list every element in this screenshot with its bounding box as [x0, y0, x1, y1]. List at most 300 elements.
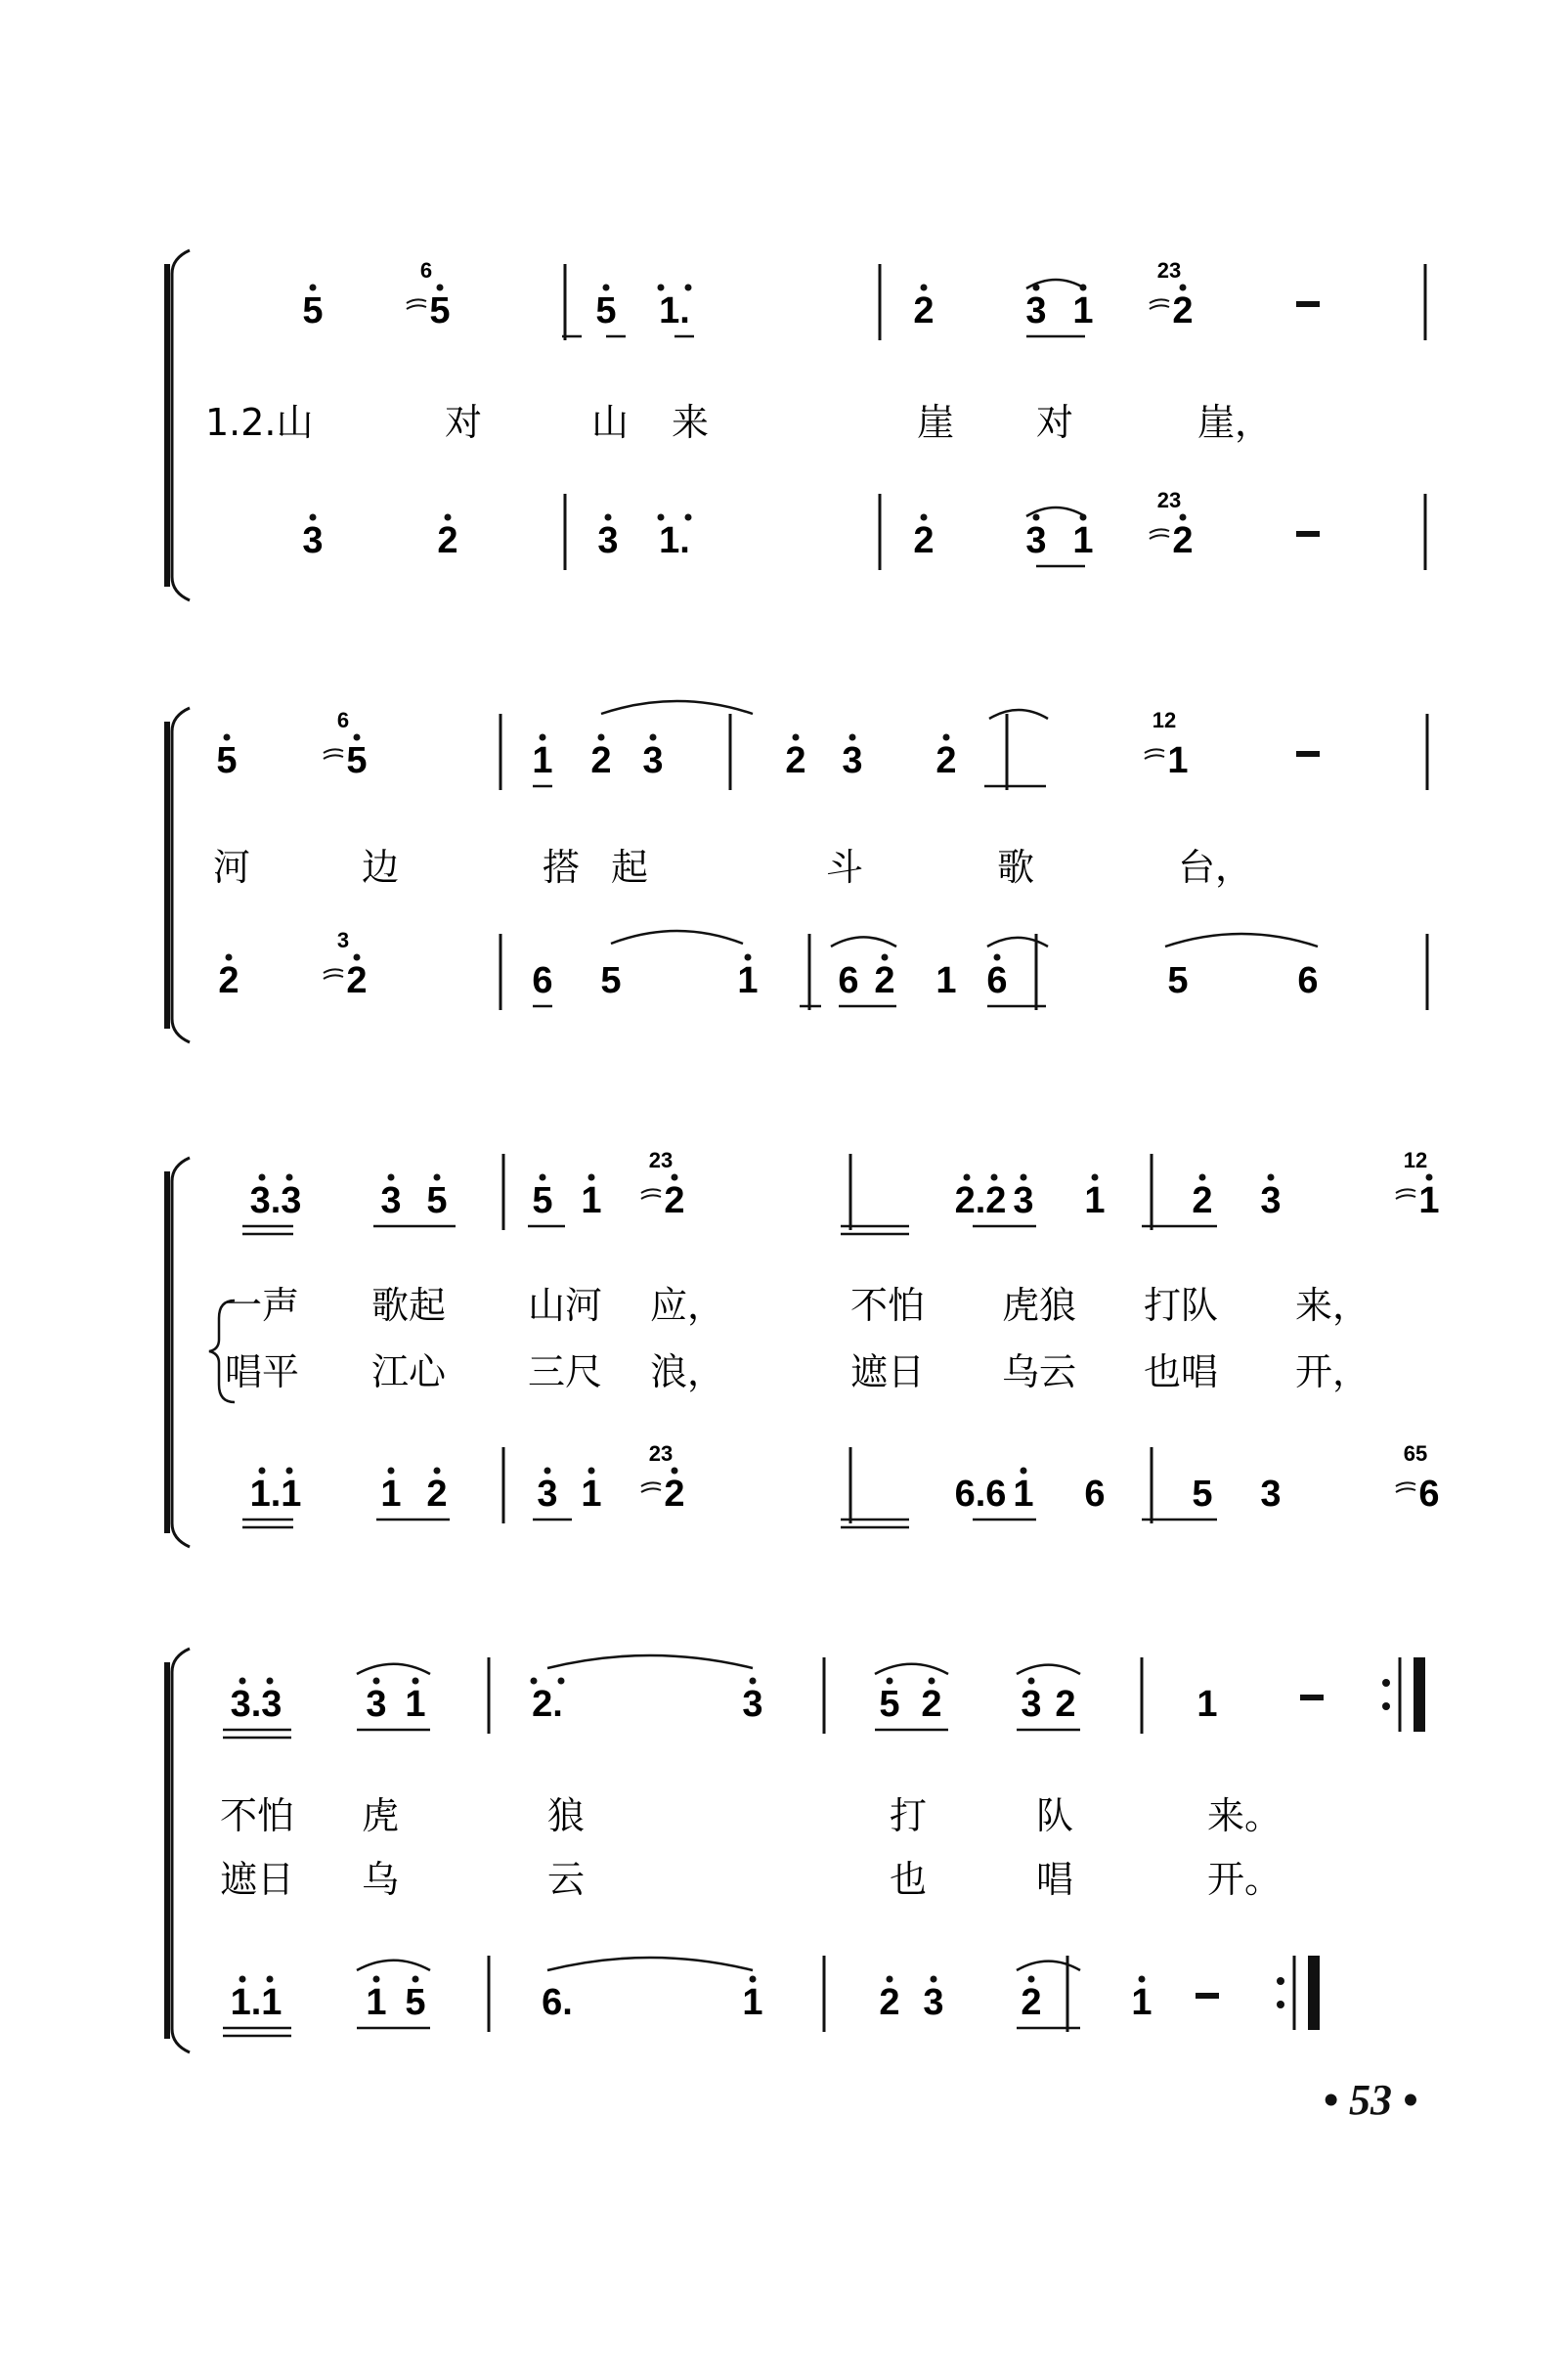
note — [1025, 514, 1046, 562]
lyric-word: 对 — [1036, 401, 1074, 444]
octave-dot — [921, 514, 928, 521]
octave-dot — [793, 734, 800, 741]
note — [842, 734, 862, 782]
slur — [1017, 1665, 1080, 1674]
slur — [831, 937, 896, 947]
grace-stroke — [1150, 299, 1169, 309]
note-digit: 6 — [1084, 1474, 1106, 1515]
grace-note: 23 — [648, 1441, 674, 1466]
note — [1150, 258, 1194, 331]
octave-dot — [750, 1678, 757, 1685]
note-digit: 1 — [581, 1180, 602, 1221]
note — [986, 954, 1007, 1002]
octave-dot — [1092, 1174, 1099, 1181]
lyric-word: 来 — [672, 401, 710, 444]
note — [838, 960, 858, 1001]
lyric-word: 崖， — [1197, 401, 1273, 444]
note — [1084, 1174, 1105, 1222]
note-digit: 3 — [742, 1684, 763, 1725]
grace-stroke — [641, 1482, 661, 1492]
octave-dot — [994, 954, 1001, 961]
note — [302, 514, 323, 562]
note — [1084, 1474, 1105, 1515]
note-digit: 6 — [986, 960, 1008, 1001]
note — [302, 285, 323, 332]
note — [581, 1468, 601, 1516]
lyric-word: 虎 — [362, 1794, 400, 1837]
octave-dot — [259, 1174, 266, 1181]
note — [542, 1982, 573, 2023]
final-barline — [1308, 1956, 1320, 2030]
grace-stroke — [641, 1189, 661, 1199]
lyric-word: 开， — [1295, 1350, 1370, 1393]
system-bracket — [172, 250, 190, 600]
note — [1196, 1993, 1219, 1999]
note — [1260, 1174, 1281, 1222]
note-digit: 3 — [1025, 520, 1047, 561]
octave-dot — [558, 1678, 565, 1685]
note-digit: 6 — [1418, 1474, 1440, 1515]
note — [1296, 301, 1320, 307]
grace-note: 12 — [1403, 1148, 1428, 1172]
note-digit: 1 — [1167, 740, 1189, 781]
grace-note: 23 — [1156, 488, 1182, 512]
note — [1196, 1684, 1217, 1725]
octave-dot — [1028, 1976, 1035, 1983]
note-digit: 2.2 — [954, 1180, 1007, 1221]
note — [641, 1148, 685, 1221]
note-digit: 3 — [842, 740, 863, 781]
grace-note: 23 — [1156, 258, 1182, 283]
octave-dot — [745, 954, 752, 961]
barlines — [489, 264, 1427, 2032]
note — [921, 1678, 941, 1726]
octave-dot — [310, 514, 317, 521]
system-bracket — [172, 1649, 190, 2052]
lyric-word: 不怕 — [850, 1284, 926, 1327]
slur — [1017, 1961, 1080, 1970]
note — [426, 1468, 447, 1516]
lyric-word: 台， — [1178, 846, 1253, 889]
system-bracket-bar — [164, 1171, 170, 1533]
note — [537, 1468, 557, 1516]
octave-dot — [540, 734, 546, 741]
note — [913, 514, 934, 562]
note-digit: 1 — [1131, 1982, 1153, 2023]
slur — [357, 1664, 430, 1674]
note-digit: 1 — [581, 1474, 602, 1515]
note-digit: 5 — [302, 290, 324, 331]
octave-dot — [672, 1174, 678, 1181]
octave-dot — [413, 1678, 419, 1685]
lyric-word: 歌 — [997, 846, 1035, 889]
note — [1150, 488, 1194, 561]
note — [742, 1976, 762, 2024]
lyric-word: 一声 — [225, 1284, 300, 1327]
octave-dot — [434, 1468, 441, 1475]
lyric-word: 乌 — [362, 1858, 400, 1901]
octave-dot — [1180, 514, 1187, 521]
note-digit: 1 — [1196, 1684, 1218, 1725]
note-digit: 2 — [426, 1474, 448, 1515]
lyric-word: 唱 — [1036, 1858, 1074, 1901]
octave-dot — [434, 1174, 441, 1181]
repeat-dot — [1382, 1679, 1390, 1687]
note-digit: 2 — [913, 290, 935, 331]
octave-dot — [267, 1678, 274, 1685]
note — [742, 1678, 762, 1726]
note-digit: 3 — [1021, 1684, 1042, 1725]
note-digit: 2 — [218, 960, 239, 1001]
lyric-word: 乌云 — [1002, 1350, 1077, 1393]
note-digit: 2 — [1172, 290, 1194, 331]
note — [1131, 1976, 1152, 2024]
slur — [547, 1655, 753, 1668]
note — [955, 1474, 1007, 1515]
lyrics — [205, 401, 1370, 1901]
note-digit: 5 — [429, 290, 451, 331]
note-digit: 3 — [1260, 1180, 1282, 1221]
grace-note: 65 — [1403, 1441, 1428, 1466]
note-digit: 2 — [437, 520, 458, 561]
note-digit: 2 — [921, 1684, 942, 1725]
note-digit: 1 — [532, 740, 553, 781]
note-digit: 1 — [380, 1474, 402, 1515]
note — [955, 1174, 1007, 1222]
note-digit: 3 — [923, 1982, 944, 2023]
slur — [875, 1664, 948, 1674]
note — [581, 1174, 601, 1222]
octave-dot — [224, 734, 231, 741]
note-digit: 1 — [366, 1982, 387, 2023]
lyric-word: 1.2.山 — [205, 401, 314, 444]
lyric-word: 遮日 — [850, 1350, 926, 1393]
dash-extender — [1196, 1993, 1219, 1999]
note-digit: 2 — [874, 960, 895, 1001]
note — [1072, 285, 1093, 332]
lyric-word: 来， — [1295, 1284, 1370, 1327]
note-digit: 1 — [1072, 290, 1094, 331]
grace-note: 3 — [336, 928, 350, 952]
note-digit: 1 — [935, 960, 957, 1001]
note-digit: 3 — [366, 1684, 387, 1725]
note — [532, 734, 552, 782]
octave-dot — [226, 954, 233, 961]
note-digit: 5 — [532, 1180, 553, 1221]
octave-dot — [286, 1174, 293, 1181]
dash-extender — [1300, 1695, 1324, 1700]
note-digit: 3.3 — [230, 1684, 283, 1725]
note-digit: 5 — [600, 960, 622, 1001]
octave-dot — [685, 514, 692, 521]
octave-dot — [887, 1976, 893, 1983]
octave-dot — [373, 1976, 380, 1983]
notes — [216, 258, 1439, 2036]
lyric-word: 开。 — [1207, 1858, 1283, 1901]
note — [879, 1678, 899, 1726]
note-digit: 1 — [1072, 520, 1094, 561]
note — [1297, 960, 1318, 1001]
lyric-word: 边 — [362, 846, 400, 889]
note — [658, 514, 692, 562]
note-digit: 1.1 — [249, 1474, 302, 1515]
lyric-word: 来。 — [1207, 1794, 1283, 1837]
note — [658, 285, 692, 332]
grace-note: 12 — [1152, 708, 1177, 732]
note-digit: 1 — [737, 960, 759, 1001]
note — [879, 1976, 899, 2024]
octave-dot — [531, 1678, 538, 1685]
note-digit: 6 — [1297, 960, 1319, 1001]
lyric-word: 云 — [547, 1858, 586, 1901]
note — [1025, 285, 1046, 332]
note-digit: 6 — [838, 960, 859, 1001]
octave-dot — [1028, 1678, 1035, 1685]
dash-extender — [1296, 751, 1320, 757]
note — [380, 1468, 401, 1516]
note — [1021, 1976, 1041, 2024]
note — [1396, 1441, 1440, 1515]
system-brackets — [164, 250, 238, 2052]
note — [531, 1678, 565, 1726]
octave-dot — [658, 285, 665, 291]
note-digit: 5 — [879, 1684, 900, 1725]
note-digit: 1.1 — [230, 1982, 283, 2023]
lyric-word: 河 — [213, 846, 251, 889]
note — [737, 954, 758, 1002]
note — [874, 954, 894, 1002]
octave-dot — [672, 1468, 678, 1475]
note-digit: 2 — [913, 520, 935, 561]
note-digit: 2 — [590, 740, 612, 781]
note-digit: 3 — [1260, 1474, 1282, 1515]
lyric-word: 浪， — [650, 1350, 725, 1393]
octave-dot — [388, 1468, 395, 1475]
lyric-word: 对 — [445, 401, 483, 444]
note — [216, 734, 237, 782]
note — [1021, 1678, 1041, 1726]
note — [532, 1174, 552, 1222]
note-digit: 3 — [302, 520, 324, 561]
octave-dot — [588, 1174, 595, 1181]
octave-dot — [964, 1174, 971, 1181]
octave-dot — [658, 514, 665, 521]
page-number-value: 53 — [1349, 2076, 1392, 2124]
note-digit: 5 — [595, 290, 617, 331]
note-digit: 3 — [1013, 1180, 1034, 1221]
repeat-dot — [1277, 2001, 1284, 2008]
note — [1296, 531, 1320, 537]
lyric-word: 三尺 — [528, 1350, 603, 1393]
octave-dot — [921, 285, 928, 291]
grace-note: 6 — [336, 708, 350, 732]
note — [923, 1976, 943, 2024]
slur — [987, 938, 1048, 947]
lyric-word: 歌起 — [371, 1284, 447, 1327]
octave-dot — [413, 1976, 419, 1983]
octave-dot — [267, 1976, 274, 1983]
octave-dot — [931, 1976, 937, 1983]
octave-dot — [239, 1976, 246, 1983]
slur — [611, 931, 743, 944]
note — [231, 1976, 283, 2024]
octave-dot — [445, 514, 452, 521]
octave-dot — [1033, 514, 1040, 521]
octave-dot — [887, 1678, 893, 1685]
note — [366, 1678, 386, 1726]
grace-stroke — [407, 299, 426, 309]
lyric-word: 应， — [650, 1284, 725, 1327]
note — [1260, 1474, 1281, 1515]
lyric-word: 不怕 — [220, 1794, 295, 1837]
lyric-word: 打队 — [1144, 1284, 1219, 1327]
octave-dot — [750, 1976, 757, 1983]
grace-stroke — [324, 969, 343, 979]
note-digit: 1 — [1084, 1180, 1106, 1221]
lyric-word: 打 — [890, 1794, 928, 1837]
note — [1055, 1684, 1075, 1725]
note — [437, 514, 457, 562]
note-digit: 6. — [542, 1982, 573, 2023]
note — [1396, 1148, 1440, 1221]
note — [1296, 751, 1320, 757]
octave-dot — [310, 285, 317, 291]
lyric-word: 搭 — [543, 846, 581, 889]
lyric-word: 山 — [591, 401, 630, 444]
note — [597, 514, 618, 562]
note — [590, 734, 611, 782]
note — [785, 734, 805, 782]
note — [231, 1678, 283, 1726]
lyric-word: 狼 — [547, 1794, 586, 1837]
octave-dot — [1021, 1174, 1027, 1181]
octave-dot — [1426, 1174, 1433, 1181]
system-bracket-bar — [164, 722, 170, 1029]
note — [935, 734, 956, 782]
grace-stroke — [1150, 529, 1169, 539]
octave-dot — [603, 285, 610, 291]
note-digit: 2 — [1192, 1180, 1213, 1221]
octave-dot — [373, 1678, 380, 1685]
octave-dot — [991, 1174, 998, 1181]
note — [380, 1174, 401, 1222]
note-digit: 5 — [1167, 960, 1189, 1001]
note — [1013, 1468, 1033, 1516]
octave-dot — [598, 734, 605, 741]
dash-extender — [1296, 301, 1320, 307]
note — [1300, 1695, 1324, 1700]
octave-dot — [1021, 1468, 1027, 1475]
octave-dot — [544, 1468, 551, 1475]
note-digit: 1. — [659, 290, 690, 331]
octave-dot — [1080, 285, 1087, 291]
note-digit: 6 — [532, 960, 553, 1001]
note — [532, 960, 552, 1001]
dash-extender — [1296, 531, 1320, 537]
slur — [357, 1961, 430, 1970]
octave-dot — [1180, 285, 1187, 291]
octave-dot — [929, 1678, 935, 1685]
lyric-word: 队 — [1036, 1794, 1074, 1837]
octave-dot — [259, 1468, 266, 1475]
note — [407, 258, 451, 331]
note — [218, 954, 239, 1002]
note — [405, 1678, 425, 1726]
octave-dot — [354, 954, 361, 961]
note-digit: 5 — [346, 740, 368, 781]
octave-dot — [943, 734, 950, 741]
system-bracket-bar — [164, 1662, 170, 2039]
repeat-dot — [1277, 1977, 1284, 1985]
note-digit: 2 — [346, 960, 368, 1001]
note — [1145, 708, 1189, 781]
note — [366, 1976, 386, 2024]
note — [324, 708, 368, 781]
note — [595, 285, 616, 332]
octave-dot — [388, 1174, 395, 1181]
note — [641, 1441, 685, 1515]
lyric-word: 江心 — [371, 1350, 447, 1393]
note — [1167, 960, 1188, 1001]
lyric-word: 虎狼 — [1002, 1284, 1077, 1327]
slur — [989, 710, 1048, 719]
octave-dot — [286, 1468, 293, 1475]
note-digit: 5 — [426, 1180, 448, 1221]
note — [642, 734, 663, 782]
note-digit: 1 — [1013, 1474, 1034, 1515]
slur — [1165, 934, 1318, 947]
system-bracket-bar — [164, 264, 170, 587]
octave-dot — [588, 1468, 595, 1475]
note-digit: 2. — [532, 1684, 563, 1725]
note-digit: 3 — [1025, 290, 1047, 331]
note-digit: 3.3 — [249, 1180, 302, 1221]
note-digit: 2 — [1172, 520, 1194, 561]
note-digit: 2 — [1055, 1684, 1076, 1725]
lyric-word: 唱平 — [225, 1350, 300, 1393]
note — [1192, 1174, 1212, 1222]
lyric-word: 崖 — [917, 401, 955, 444]
note-digit: 2 — [785, 740, 806, 781]
grace-note: 6 — [419, 258, 433, 283]
note-digit: 2 — [664, 1474, 685, 1515]
octave-dot — [849, 734, 856, 741]
note-digit: 2 — [935, 740, 957, 781]
octave-dot — [605, 514, 612, 521]
note — [405, 1976, 425, 2024]
lyric-word: 山河 — [528, 1284, 603, 1327]
grace-stroke — [1396, 1482, 1415, 1492]
note-digit: 3 — [642, 740, 664, 781]
octave-dot — [1199, 1174, 1206, 1181]
system-bracket — [172, 708, 190, 1042]
octave-dot — [239, 1678, 246, 1685]
octave-dot — [685, 285, 692, 291]
note-digit: 5 — [405, 1982, 426, 2023]
octave-dot — [540, 1174, 546, 1181]
lyric-word: 遮日 — [220, 1858, 295, 1901]
note — [1072, 514, 1093, 562]
note-digit: 1 — [742, 1982, 763, 2023]
octave-dot — [882, 954, 889, 961]
octave-dot — [354, 734, 361, 741]
octave-dot — [1080, 514, 1087, 521]
note — [324, 928, 368, 1001]
note-digit: 5 — [1192, 1474, 1213, 1515]
note-digit: 2 — [664, 1180, 685, 1221]
note-digit: 1. — [659, 520, 690, 561]
note — [913, 285, 934, 332]
